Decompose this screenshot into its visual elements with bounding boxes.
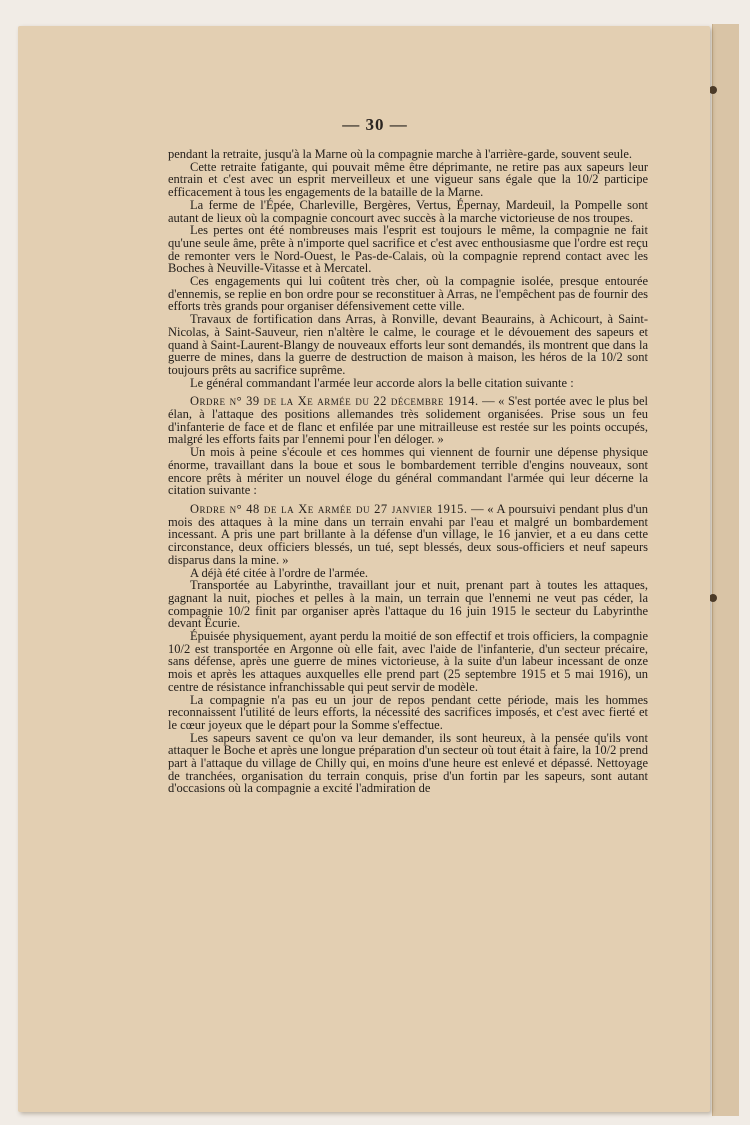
paragraph: La ferme de l'Épée, Charleville, Bergères, Vertus, Épernay, Mardeuil, la Pompelle sont autant de lieux où la compagnie concourt avec succès à la marche victorieuse de nos troupes.: [168, 197, 648, 225]
paragraph: La compagnie n'a pas eu un jour de repos pendant cette période, mais les hommes reconnaissent l'utilité de leurs efforts, la nécessité des sacrifices imposés, et c'est avec fierté et le cœur joyeux que le départ pour la Somme s'effectue.: [168, 692, 648, 732]
paragraph: Le général commandant l'armée leur accorde alors la belle citation suivante :: [190, 375, 574, 390]
citation-text: — « A poursuivi pendant plus d'un mois des attaques à la mine dans un terrain envahi par l'eau et malgré un bombardement incessant. A pris une part brillante à la défense d'un village, le 16 janvier, et a eu dans cette circonstance, deux officiers blessés, un tué, sept blessés, deux sous-officiers et neuf sapeurs disparus dans la mine. »: [168, 501, 649, 567]
paragraph: Les pertes ont été nombreuses mais l'esprit est toujours le même, la compagnie ne fait qu'une seule âme, prête à n'importe quel sacrifice et c'est avec enthousiasme que l'ordre est reçu de remonter vers le Nord-Ouest, le Pas-de-Calais, où la compagnie reprend contact avec les Boches à Neuville-Vitasse et à Mercatel.: [168, 223, 648, 276]
body-text: [168, 148, 648, 795]
paragraph: A déjà été citée à l'ordre de l'armée.: [190, 565, 369, 580]
paragraph: pendant la retraite, jusqu'à la Marne où la compagnie marche à l'arrière-garde, souvent seule.: [168, 147, 633, 161]
paragraph: Épuisée physiquement, ayant perdu la moitié de son effectif et trois officiers, la compagnie 10/2 est transportée en Argonne où elle fait, avec l'aide de l'infanterie, d'un secteur précaire, sans défense, après une guerre de mines victorieuse, à la suite d'un labeur incessant de onze mois et après les attaques auxquelles elle prend part (25 septembre 1915 et 5 mai 1916), un centre de résistance infranchissable qui peut servir de modèle.: [168, 629, 648, 694]
paragraph: Travaux de fortification dans Arras, à Ronville, devant Beaurains, à Achicourt, à Saint-Nicolas, à Saint-Sauveur, rien n'altère le calme, le courage et le dévouement des sapeurs et quand à Saint-Laurent-Blangy de nouveaux efforts leur sont demandés, ils montrent que dans la guerre de mines, dans la guerre de destruction de maison à maison, les héros de la 10/2 sont toujours prêts au sacrifice suprême.: [168, 312, 648, 377]
paragraph: Cette retraite fatigante, qui pouvait même être déprimante, ne retire pas aux sapeurs leur entrain et c'est avec un esprit merveilleux et une vigueur sans égale que la 10/2 participe efficacement à tous les engagements de la bataille de la Marne.: [168, 159, 648, 200]
paragraph: Ces engagements qui lui coûtent très cher, où la compagnie isolée, presque entourée d'ennemis, se replie en bon ordre pour se reconstituer à Arras, ne l'empêchent pas de fournir des efforts très grands pour organiser défensivement cette ville.: [168, 274, 648, 314]
citation-order-48: [168, 503, 648, 567]
paragraph: Les sapeurs savent ce qu'on va leur demander, ils sont heureux, à la pensée qu'ils vont attaquer le Boche et après une longue préparation d'un secteur où tout était à faire, la 10/2 prend part à l'attaque du village de Chilly qui, en moins d'une heure est enlevé et dépassé. Nettoyage de tranchées, organisation du terrain conquis, prise d'un fortin par les sapeurs, sont autant d'occasions où la compagnie a excité l'admiration de: [168, 730, 648, 796]
binding-hole-mark: [709, 594, 717, 602]
citation-order-39: [168, 395, 648, 446]
citation-heading: Ordre n° 48 de la Xe armée du 27 janvier 1915.: [190, 501, 468, 516]
binding-hole-mark: [709, 86, 717, 94]
citation-heading: Ordre n° 39 de la Xe armée du 22 décembre 1914.: [190, 394, 479, 409]
paragraph: Un mois à peine s'écoule et ces hommes qui viennent de fournir une dépense physique énorme, travaillant dans la boue et sous le bombardement terrible d'engins nouveaux, sont encore prêts à mériter un nouvel éloge du général commandant l'armée qui leur décerne la citation suivante :: [168, 445, 648, 498]
citation-text: — « S'est portée avec le plus bel élan, à l'attaque des positions allemandes très solidement organisées. Prise sous un feu d'infanterie de face et de flanc et enfilée par une mitrailleuse est restée sur les points occupés, malgré les efforts faits par l'ennemi pour l'en déloger. »: [168, 394, 648, 447]
page-number: — 30 —: [342, 115, 408, 134]
paragraph: Transportée au Labyrinthe, travaillant jour et nuit, prenant part à toutes les attaques, gagnant la nuit, pioches et pelles à la main, un terrain que l'ennemi ne veut pas céder, la compagnie 10/2 finit par organiser après l'attaque du 16 juin 1915 le secteur du Labyrinthe devant Écurie.: [168, 578, 648, 631]
next-page-edge: [712, 24, 739, 1116]
